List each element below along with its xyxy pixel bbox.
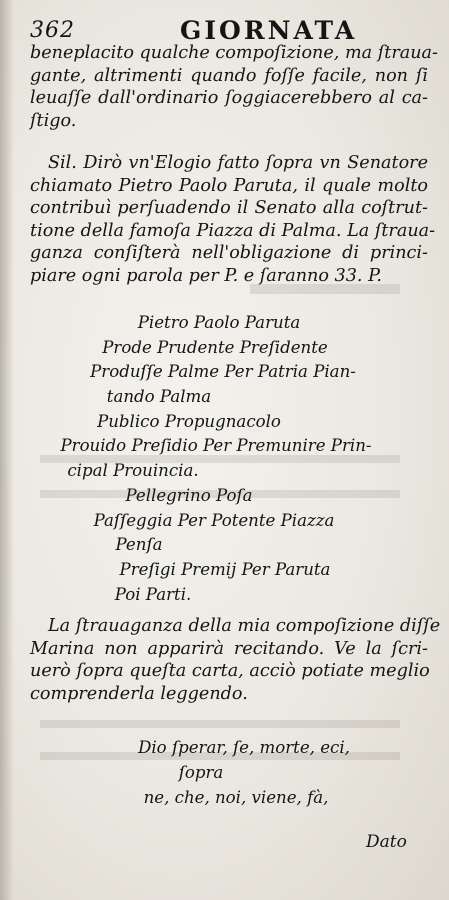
text-line: piare ogni parola per P. e ſaranno 33. P. — [30, 265, 382, 286]
text-line: tione della famoſa Piazza di Palma. La ſtraua- — [30, 220, 436, 241]
verse-line: Prouido Preſidio Per Premunire Prin- — [60, 436, 372, 456]
text-line: ſtigo. — [30, 110, 77, 131]
text-line — [30, 152, 428, 175]
formula-line: ne, che, noi, viene, fà, — [143, 788, 329, 807]
text-line: contribuì perſuadendo il Senato alla coſtrut- — [30, 198, 428, 218]
text-line: Marina non apparirà recitando. Ve la ſcri- — [30, 638, 428, 659]
running-head: GIORNATA — [180, 16, 358, 45]
text-line: uerò ſopra queſta carta, acciò potiate meglio — [30, 661, 430, 681]
text-line-content: Dirò vn'Elogio fatto ſopra vn Senatore — [83, 153, 429, 173]
verse-line: Pellegrino Poſa — [125, 485, 253, 505]
text-line: comprenderla leggendo. — [30, 683, 248, 704]
text-line: gante, altrimenti quando foſſe facile, non ſi — [30, 65, 428, 86]
text-line: chiamato Pietro Paolo Paruta, il quale molto — [30, 175, 428, 196]
catchword: Dato — [366, 832, 407, 852]
verse-line: tando Palma — [106, 387, 212, 407]
text-line: beneplacito qualche compoſizione, ma ſtraua- — [30, 43, 438, 63]
verse-line: cipal Prouincia. — [67, 461, 199, 481]
paragraph-opening — [30, 42, 438, 132]
verse-line: Prode Prudente Preſidente — [102, 337, 328, 357]
formula-line: Dio ſperar, ſe, morte, eci, — [138, 738, 350, 757]
speaker-name: Sil. — [48, 153, 77, 173]
page-number: 362 — [30, 18, 75, 43]
formula-line: ſopra — [178, 763, 224, 782]
elogio-verse — [30, 311, 428, 607]
text-line: ganza conſiſterà nell'obligazione di princi- — [30, 243, 428, 263]
paragraph-marina — [30, 615, 441, 705]
verse-line: Preſigi Premij Per Paruta — [119, 559, 331, 579]
verse-line: Poi Parti. — [114, 584, 192, 604]
verse-line: Produſſe Palme Per Patria Pian- — [90, 362, 356, 382]
text-line: La ſtrauaganza della mia compoſizione diſſe — [48, 616, 441, 636]
written-composition — [30, 735, 428, 810]
verse-line: Paſſeggia Per Potente Piazza — [93, 510, 335, 530]
verse-line: Publico Propugnacolo — [97, 411, 281, 431]
page-header — [30, 18, 430, 44]
paragraph-silvio — [30, 152, 436, 287]
text-line: leuaſſe dall'ordinario ſoggiacerebbero al ca- — [30, 88, 428, 108]
verse-line: Pietro Paolo Paruta — [137, 313, 301, 332]
verse-line: Penſa — [115, 535, 163, 555]
